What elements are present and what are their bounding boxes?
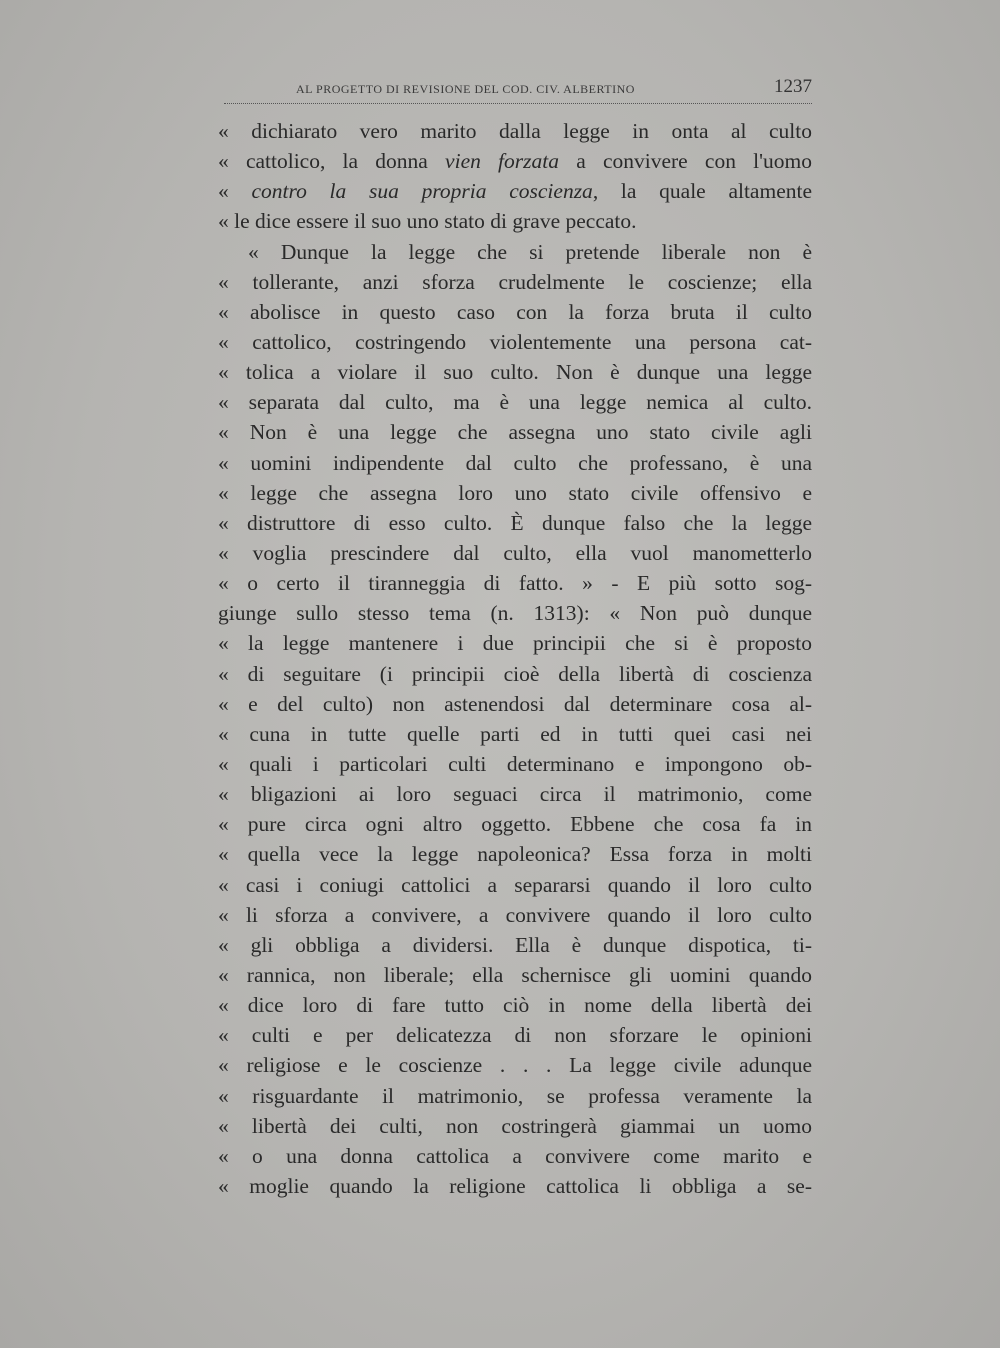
running-head-title: AL PROGETTO DI REVISIONE DEL COD. CIV. ALBERTINO bbox=[296, 82, 635, 96]
text-line: « distruttore di esso culto. È dunque falso che la legge bbox=[218, 510, 812, 535]
text-line: « tollerante, anzi sforza crudelmente le coscienze; ella bbox=[218, 269, 812, 294]
text-line: « separata dal culto, ma è una legge nemica al culto. bbox=[218, 390, 812, 415]
page-number: 1237 bbox=[774, 76, 812, 97]
text-line: « quella vece la legge napoleonica? Essa forza in molti bbox=[218, 842, 812, 867]
body-text bbox=[218, 116, 812, 1201]
text-line-with-italic: « contro la sua propria coscienza, la quale altamente bbox=[218, 179, 812, 204]
text-line: « di seguitare (i principii cioè della libertà di coscienza bbox=[218, 661, 812, 686]
text-line: « quali i particolari culti determinano e impongono ob- bbox=[218, 751, 812, 776]
text-line: « legge che assegna loro uno stato civile offensivo e bbox=[218, 480, 812, 505]
text-line: « o una donna cattolica a convivere come marito e bbox=[218, 1143, 812, 1168]
text-line: « bligazioni ai loro seguaci circa il matrimonio, come bbox=[218, 782, 812, 807]
text-line: « e del culto) non astenendosi dal determinare cosa al- bbox=[218, 691, 812, 716]
running-head bbox=[224, 76, 812, 100]
italic-phrase: contro la sua propria coscienza bbox=[251, 179, 593, 204]
text-line-with-italic: « cattolico, la donna vien forzata a convivere con l'uomo bbox=[218, 149, 812, 174]
text-line: « o certo il tiranneggia di fatto. » - E più sotto sog- bbox=[218, 571, 812, 596]
text-line: « abolisce in questo caso con la forza bruta il culto bbox=[218, 299, 812, 324]
text-line: « la legge mantenere i due principii che si è proposto bbox=[218, 631, 812, 656]
text-line: giunge sullo stesso tema (n. 1313): « Non può dunque bbox=[218, 601, 812, 626]
text-line: « dichiarato vero marito dalla legge in onta al culto bbox=[218, 119, 812, 143]
text-line: « cattolico, costringendo violentemente una persona cat- bbox=[218, 329, 812, 354]
text-line: « li sforza a convivere, a convivere quando il loro culto bbox=[218, 902, 812, 927]
text-line: « dice loro di fare tutto ciò in nome della libertà dei bbox=[218, 993, 812, 1018]
text-line: « culti e per delicatezza di non sforzare le opinioni bbox=[218, 1023, 812, 1048]
italic-phrase: vien forzata bbox=[445, 149, 559, 174]
text-line: « libertà dei culti, non costringerà giammai un uomo bbox=[218, 1113, 812, 1138]
text-line: « Non è una legge che assegna uno stato civile agli bbox=[218, 420, 812, 445]
paragraph-start-line: « Dunque la legge che si pretende liberale non è bbox=[248, 239, 812, 264]
header-rule bbox=[224, 103, 812, 104]
text-line: « uomini indipendente dal culto che professano, è una bbox=[218, 450, 812, 475]
text-line: « gli obbliga a dividersi. Ella è dunque dispotica, ti- bbox=[218, 932, 812, 957]
text-line: « cuna in tutte quelle parti ed in tutti quei casi nei bbox=[218, 721, 812, 746]
text-line: « pure circa ogni altro oggetto. Ebbene che cosa fa in bbox=[218, 812, 812, 837]
text-line: « casi i coniugi cattolici a separarsi quando il loro culto bbox=[218, 872, 812, 897]
text-line: « religiose e le coscienze . . . La legge civile adunque bbox=[218, 1053, 812, 1078]
text-line: « tolica a violare il suo culto. Non è dunque una legge bbox=[218, 360, 812, 385]
text-line: « voglia prescindere dal culto, ella vuol manometterlo bbox=[218, 540, 812, 565]
text-line: « rannica, non liberale; ella schernisce gli uomini quando bbox=[218, 962, 812, 987]
text-line: « moglie quando la religione cattolica li obbliga a se- bbox=[218, 1173, 812, 1198]
text-line: « risguardante il matrimonio, se professa veramente la bbox=[218, 1083, 812, 1108]
text-line: « le dice essere il suo uno stato di grave peccato. bbox=[218, 209, 637, 234]
